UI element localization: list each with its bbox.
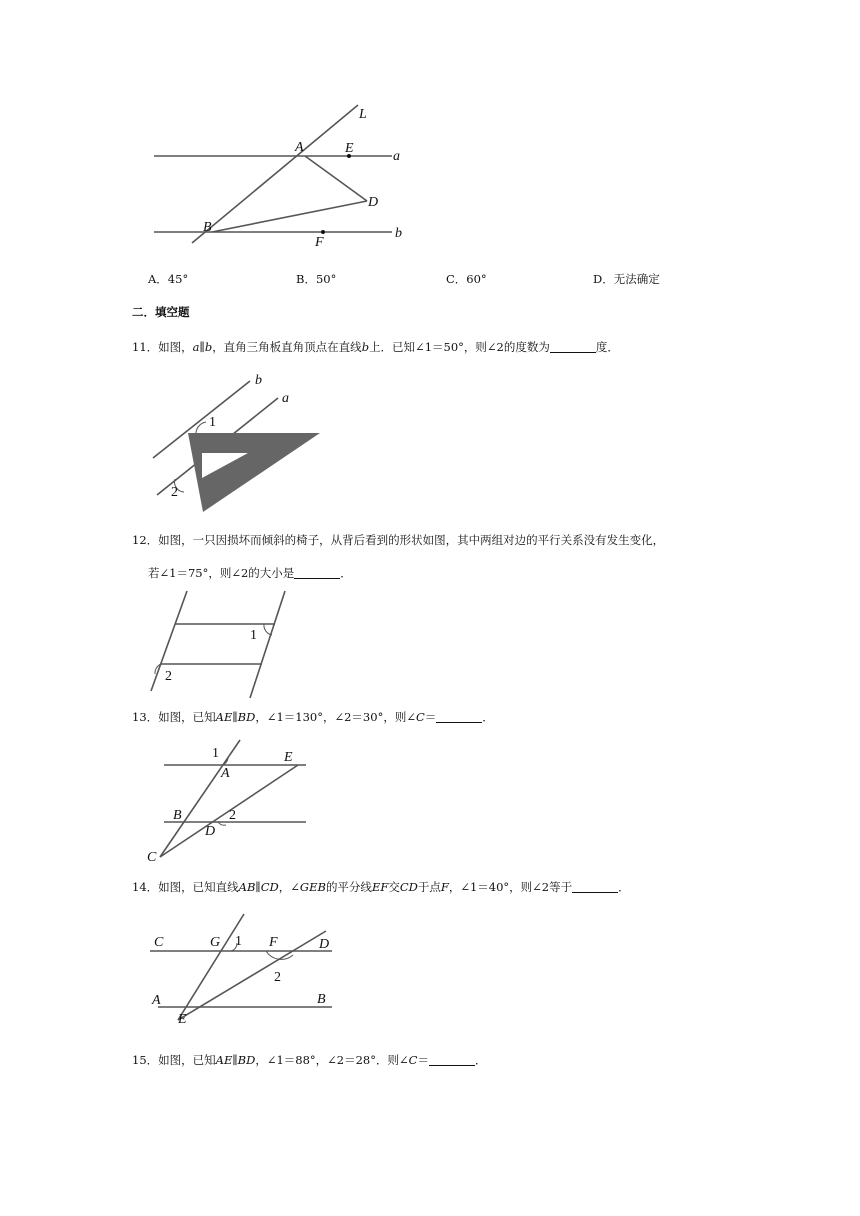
- label-C: C: [154, 935, 164, 950]
- label-F: F: [269, 935, 278, 950]
- label-B: B: [203, 220, 212, 235]
- label-A: A: [152, 993, 161, 1008]
- label-a: a: [282, 391, 289, 406]
- label-b: b: [255, 373, 262, 388]
- angle-1-label: 1: [235, 934, 242, 949]
- q13-figure: [140, 735, 320, 865]
- q14-text: 14．如图，已知直线AB∥CD，∠GEB的平分线EF交CD于点F，∠1＝40°，则∠2等于 ．: [132, 880, 630, 894]
- angle-1-label: 1: [209, 415, 216, 430]
- q11-figure: [140, 365, 340, 520]
- label-b: b: [395, 226, 402, 241]
- q14-figure: [140, 905, 340, 1035]
- label-a: a: [393, 149, 400, 164]
- angle-2-label: 2: [274, 970, 281, 985]
- q15-text: 15．如图，已知AE∥BD，∠1＝88°，∠2＝28°．则∠C＝ ．: [132, 1053, 487, 1067]
- q13-answer-blank[interactable]: [436, 710, 482, 723]
- q11-answer-blank[interactable]: [550, 340, 596, 353]
- angle-2-label: 2: [165, 669, 172, 684]
- label-F: F: [315, 235, 324, 250]
- section-title: 二．填空题: [132, 305, 190, 319]
- q13-text: 13．如图，已知AE∥BD，∠1＝130°，∠2＝30°，则∠C＝ ．: [132, 710, 494, 724]
- q12-text-line2: 若∠1＝75°，则∠2的大小是 ．: [148, 566, 352, 580]
- label-D: D: [368, 195, 379, 210]
- angle-1-label: 1: [212, 746, 219, 761]
- q10-option-c[interactable]: C．60°: [446, 272, 487, 286]
- label-G: G: [210, 935, 221, 950]
- q12-answer-blank[interactable]: [294, 566, 340, 579]
- q12-text-line1: 12．如图，一只因损坏而倾斜的椅子，从背后看到的形状如图，其中两组对边的平行关系没有发生变化，: [132, 533, 665, 547]
- angle-1-label: 1: [250, 628, 257, 643]
- q10-figure: [140, 95, 430, 255]
- label-E: E: [345, 141, 354, 156]
- q14-answer-blank[interactable]: [572, 880, 618, 893]
- label-B: B: [173, 808, 182, 823]
- angle-2-label: 2: [171, 485, 178, 500]
- label-C: C: [147, 850, 157, 865]
- label-E: E: [178, 1012, 187, 1027]
- label-A: A: [295, 140, 304, 155]
- label-A: A: [221, 766, 230, 781]
- label-L: L: [359, 107, 367, 122]
- label-D: D: [205, 824, 216, 839]
- q10-option-d[interactable]: D．无法确定: [593, 272, 660, 286]
- label-E: E: [284, 750, 293, 765]
- q10-option-a[interactable]: A．45°: [148, 272, 189, 286]
- q12-figure: [140, 585, 300, 700]
- label-D: D: [319, 937, 330, 952]
- q10-option-b[interactable]: B．50°: [296, 272, 337, 286]
- q11-text: 11．如图，a∥b，直角三角板直角顶点在直线b上．已知∠1＝50°，则∠2的度数为 度．: [132, 340, 619, 354]
- angle-2-label: 2: [229, 808, 236, 823]
- q15-answer-blank[interactable]: [429, 1053, 475, 1066]
- label-B: B: [317, 992, 326, 1007]
